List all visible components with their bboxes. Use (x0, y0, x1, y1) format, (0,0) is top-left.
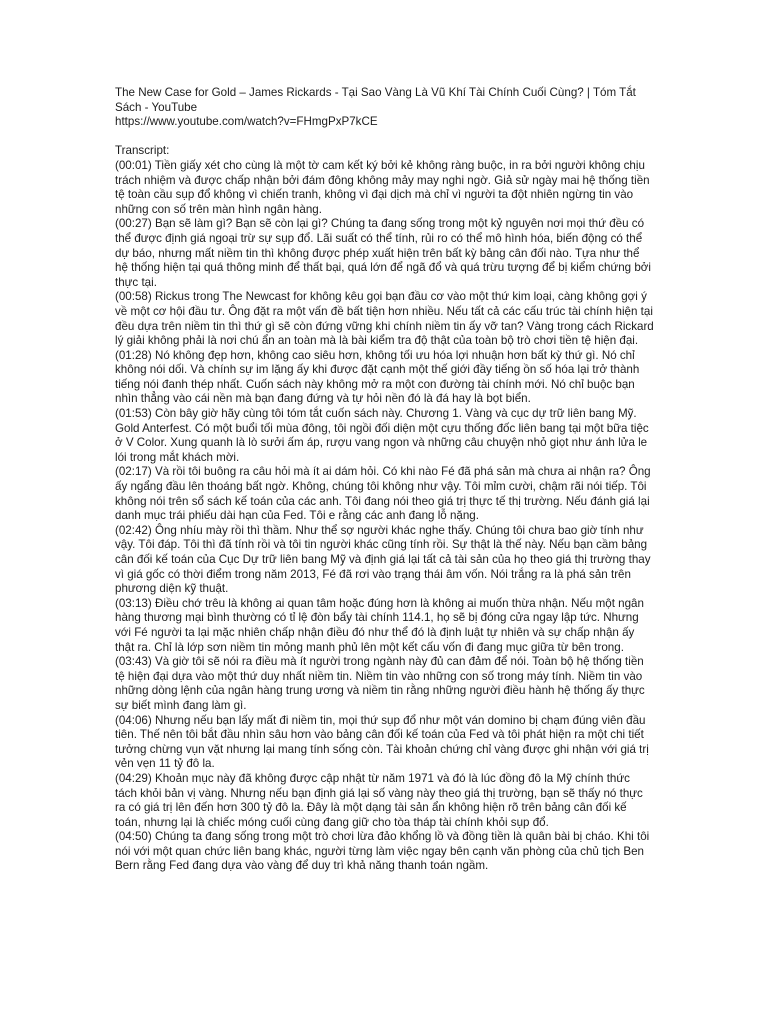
timestamp: (02:17) (115, 465, 152, 479)
transcript-paragraph (115, 714, 654, 772)
paragraph-text: Và rồi tôi buông ra câu hỏi mà ít ai dám hỏi. Có khi nào Fé đã phá sản mà chưa ai nhận ra? Ông ấy ngẩng đầu lên thoáng bất ngờ. Không, chúng tôi không như vậy. Tôi mỉm cười, chậm rãi nói tiếp. Tôi không nói trên sổ sách kế toán của các anh. Tôi đang nói theo giá trị thực tế thị trường. Nếu đánh giá lại danh mục trái phiếu dài hạn của Fed. Tôi e rằng các anh đang lỗ nặng. (115, 465, 651, 523)
paragraph-text: Nó không đẹp hơn, không cao siêu hơn, không tối ưu hóa lợi nhuận hơn bất kỳ thứ gì. Nó chỉ không nói dối. Và chính sự im lặng ấy khi được đặt cạnh một thế giới đầy tiếng ồn số hóa lại trở thành tiếng nói đanh thép nhất. Cuốn sách này không mở ra một con đường tài chính mới. Nó chỉ buộc bạn nhìn thẳng vào cái nền mà bạn đang đứng và tự hỏi nền đó là đá hay là bọt biển. (115, 348, 640, 406)
timestamp: (00:01) (115, 158, 152, 172)
transcript-paragraph (115, 159, 654, 217)
paragraph-text: Tiền giấy xét cho cùng là một tờ cam kết ký bởi kẻ không ràng buộc, in ra bởi người không chịu trách nhiệm và được chấp nhận bởi đám đông không mảy may nghi ngờ. Giả sử ngày mai hệ thống tiền tệ toàn cầu sụp đổ không vì chiến tranh, không vì đại dịch mà chỉ vì người ta đột nhiên ngừng tin vào những con số trên màn hình ngân hàng. (115, 158, 650, 216)
transcript-paragraph (115, 524, 654, 597)
paragraph-text: Bạn sẽ làm gì? Bạn sẽ còn lại gì? Chúng ta đang sống trong một kỷ nguyên nơi mọi thứ đều có thể được định giá ngoại trừ sự sụp đổ. Lãi suất có thể tính, rủi ro có thể mô hình hóa, biến động có thể dự báo, nhưng mất niềm tin thì không được phép xuất hiện trên bất kỳ bảng cân đối nào. Tựa như thể hệ thống hiện tại quá thông minh để thất bại, quá lớn để ngã đổ và quá trừu tượng để bị kiểm chứng bởi thực tại. (115, 217, 651, 289)
timestamp: (03:13) (115, 596, 152, 610)
paragraph-text: Điều chớ trêu là không ai quan tâm hoặc đúng hơn là không ai muốn thừa nhận. Nếu một ngân hàng thương mại bình thường có tỉ lệ đòn bẩy tài chính 114.1, họ sẽ bị đóng cửa ngay lập tức. Nhưng với Fé người ta lại mặc nhiên chấp nhận điều đó như thể đó là định luật tự nhiên và sự chấp nhận ấy thật ra. Chỉ là lớp sơn niềm tin mỏng manh phủ lên một kết cấu vốn đi đang mục giữa từ bên trong. (115, 596, 644, 654)
paragraph-text: Khoản mục này đã không được cập nhật từ năm 1971 và đó là lúc đồng đô la Mỹ chính thức tách khỏi bản vị vàng. Nhưng nếu bạn định giá lại số vàng này theo giá thị trường, bạn sẽ thấy nó thực ra có giá trị lên đến hơn 300 tỷ đô la. Đây là một dạng tài sản ẩn không hiện rõ trên bảng cân đối kế toán, nhưng lại là chiếc móng cuối cùng đang giữ cho tòa tháp tài chính khỏi sụp đổ. (115, 771, 643, 829)
transcript-paragraph (115, 217, 654, 290)
transcript-label: Transcript: (115, 144, 170, 158)
paragraph-text: Nhưng nếu bạn lấy mất đi niềm tin, mọi thứ sụp đổ như một ván domino bị chạm đúng viên đầu tiên. Thế nên tôi bắt đầu nhìn sâu hơn vào bảng cân đối kế toán của Fed và tôi phát hiện ra một chi tiết tưởng chừng vụn vặt nhưng lại mang tính sống còn. Tài khoản chứng chỉ vàng được ghi nhận với giá trị vẻn vẹn 11 tỷ đô la. (115, 713, 649, 771)
video-url: https://www.youtube.com/watch?v=FHmgPxP7kCE (115, 115, 378, 129)
transcript-paragraph (115, 290, 654, 348)
transcript-paragraph (115, 597, 654, 655)
paragraph-text: Và giờ tôi sẽ nói ra điều mà ít người trong ngành này đủ can đảm để nói. Toàn bộ hệ thống tiền tệ hiện đại dựa vào một thứ duy nhất niềm tin. Niềm tin vào những con số trong máy tính. Niềm tin vào những dòng lệnh của ngân hàng trung ương và niềm tin rằng những người điều hành hệ thống ấy thực sự biết mình đang làm gì. (115, 655, 645, 712)
transcript-paragraph (115, 349, 654, 407)
paragraph-text: Rickus trong The Newcast for không kêu gọi bạn đầu cơ vào một thứ kim loại, càng không gợi ý về một cơ hội đầu tư. Ông đặt ra một vấn đề bất tiện hơn nhiều. Nếu tất cả các cấu trúc tài chính hiện tại đều dựa trên niềm tin thì thứ gì sẽ còn đứng vững khi chính niềm tin ấy vỡ tan? Vàng trong cách Rickard lý giải không phải là nơi chú ẩn an toàn mà là bài kiểm tra độ thật của toàn bộ trò chơi tiền tệ hiện đại. (115, 290, 654, 348)
timestamp: (01:28) (115, 348, 152, 362)
timestamp: (02:42) (115, 523, 152, 537)
transcript-paragraph (115, 830, 654, 874)
paragraph-text: Ông nhíu mày rồi thì thầm. Như thể sợ người khác nghe thấy. Chúng tôi chưa bao giờ tính như vậy. Tôi đáp. Tôi thì đã tính rồi và tôi tin người khác cũng tính rồi. Sự thật là thế này. Nếu bạn cầm bảng cân đối kế toán của Cục Dự trữ liên bang Mỹ và định giá lại tất cả tài sản của họ theo giá thị trường thay vì giá gốc có thời điểm trong năm 2013, Fé đã rơi vào trạng thái âm vốn. Nói trắng ra là phá sản trên phương diện kỹ thuật. (115, 523, 651, 596)
timestamp: (04:29) (115, 771, 152, 785)
timestamp: (00:27) (115, 217, 152, 231)
transcript-paragraph (115, 465, 654, 523)
paragraph-text: Còn bây giờ hãy cùng tôi tóm tắt cuốn sách này. Chương 1. Vàng và cục dự trữ liên bang Mỹ. Gold Anterfest. Có một buổi tối mùa đông, tôi ngồi đối diện một cựu thống đốc liên bang tại một bữa tiệc ở V Color. Xung quanh là lò sưởi ấm áp, rượu vang ngon và những câu chuyện nhỏ giọt như ánh lửa le lói trong mắt khách mời. (115, 407, 649, 464)
timestamp: (01:53) (115, 407, 152, 421)
timestamp: (03:43) (115, 655, 152, 669)
timestamp: (04:06) (115, 713, 152, 727)
timestamp: (04:50) (115, 830, 152, 844)
document-title: The New Case for Gold – James Rickards - Tại Sao Vàng Là Vũ Khí Tài Chính Cuối Cùng? | Tóm Tắt Sách - YouTube (115, 86, 636, 114)
transcript-paragraph (115, 772, 654, 830)
blank-line (115, 130, 654, 145)
timestamp: (00:58) (115, 290, 152, 304)
paragraph-text: Chúng ta đang sống trong một trò chơi lừa đảo khổng lồ và đồng tiền là quân bài bị cháo. Khi tôi nói với một quan chức liên bang khác, người từng làm việc ngay bên cạnh văn phòng của chủ tịch Ben Bern rằng Fed đang dựa vào vàng để duy trì khả năng thanh toán ngầm. (115, 830, 650, 873)
transcript-paragraph (115, 407, 654, 465)
transcript-paragraph (115, 655, 654, 713)
